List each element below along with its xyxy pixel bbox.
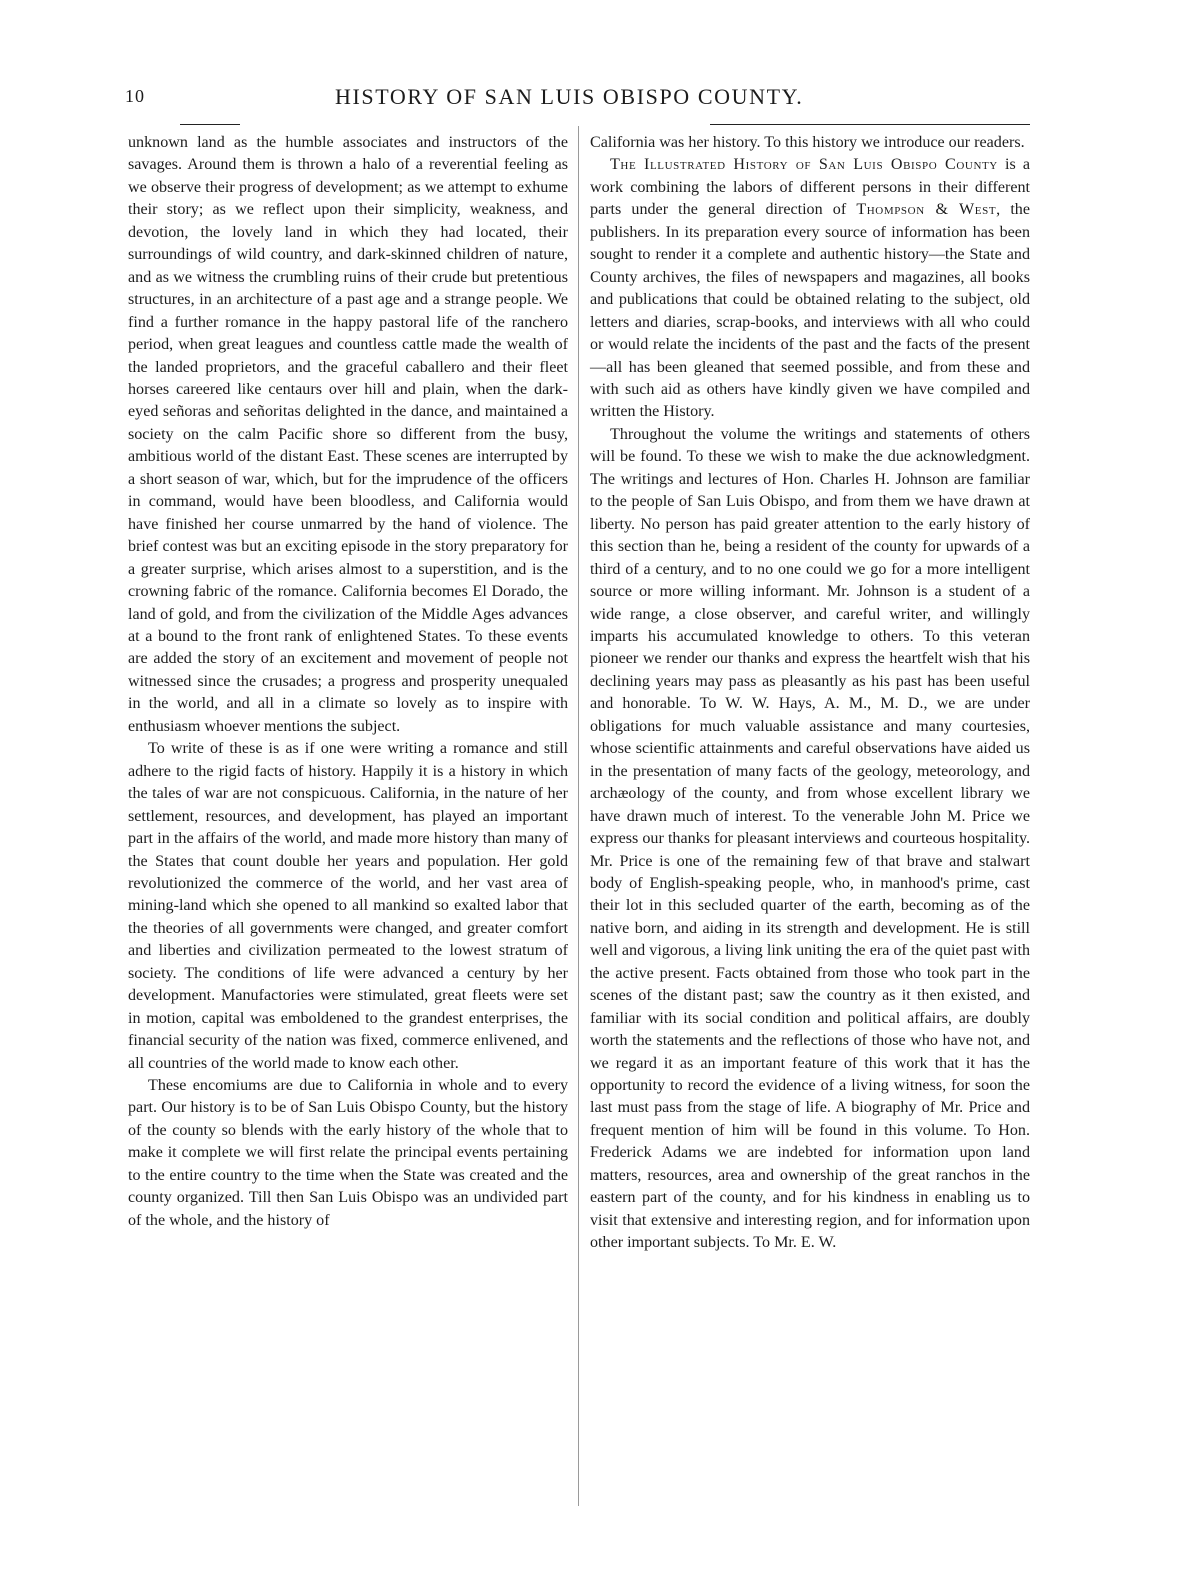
page-header: [0, 82, 1191, 112]
right-column: [590, 132, 1030, 1255]
column-divider: [578, 126, 579, 1506]
header-rule-left: [180, 124, 240, 125]
paragraph: unknown land as the humble associates and instructors of the savages. Around them is thrown a halo of a reverential feeling as we observe their progress of development; as we attempt to exhume their story; as we reflect upon their simplicity, weakness, and devotion, the lovely land in which they had located, their surroundings of wild country, and dark-skinned children of nature, and as we witness the crumbling ruins of their crude but pretentious structures, in an architecture of a past age and a strange people. We find a further romance in the happy pastoral life of the ranchero period, when great leagues and countless cattle made the wealth of the landed proprietors, and the graceful caballero and their fleet horses careered like centaurs over hill and plain, when the dark-eyed señoras and señoritas delighted in the dance, and maintained a society on the calm Pacific shore so different from the busy, ambitious world of the distant East. These scenes are interrupted by a short season of war, which, but for the imprudence of the officers in command, would have been bloodless, and California would have finished her course unmarred by the hand of violence. The brief contest was but an exciting episode in the story preparatory for a greater surprise, which arises almost to a superstition, and is the crowning fabric of the romance. California becomes El Dorado, the land of gold, and from the civilization of the Middle Ages advances at a bound to the front rank of enlightened States. To these events are added the story of an excitement and movement of people not witnessed since the crusades; a progress and prosperity unequaled in the world, and all in a climate so lovely as to inspire with enthusiasm whoever mentions the subject.: [128, 134, 568, 735]
paragraph: These encomiums are due to California in whole and to every part. Our history is to be of San Luis Obispo County, but the history of the county so blends with the early history of the whole that to make it complete we will first relate the principal events pertaining to the entire country to the time when the State was created and the county organized. Till then San Luis Obispo was an undivided part of the whole, and the history of: [128, 1077, 568, 1229]
publisher-name: Thompson & West: [856, 201, 997, 219]
page-number: 10: [125, 86, 145, 106]
running-title: HISTORY OF SAN LUIS OBISPO COUNTY.: [335, 84, 804, 109]
paragraph: California was her history. To this history we introduce our readers.: [590, 134, 1025, 151]
header-rule-right: [710, 124, 1030, 125]
left-column: [128, 132, 568, 1232]
book-title: The Illustrated History of San Luis Obispo County: [610, 156, 998, 174]
paragraph: To write of these is as if one were writing a romance and still adhere to the rigid facts of history. Happily it is a history in which the tales of war are not conspicuous. California, in the nature of her settlement, resources, and development, has played an important part in the affairs of the world, and made more history than many of the States that count double her years and population. Her gold revolutionized the commerce of the world, and her vast area of mining-land which she opened to all mankind so exalted labor that the theories of all governments were changed, and greater comfort and liberties and civilization permeated to the lowest stratum of society. The conditions of life were advanced a century by her development. Manufactories were stimulated, great fleets were set in motion, capital was emboldened to the grandest enterprises, the financial security of the nation was fixed, commerce enlivened, and all countries of the world made to know each other.: [128, 740, 568, 1072]
paragraph-text: is a work combining the labors of different persons in their different parts under the general direction of: [590, 156, 1030, 219]
paragraph-text: , the publishers. In its preparation every source of information has been sought to render it a complete and authentic history—the State and County archives, the files of newspapers and magazines, all books and publications that could be obtained relating to the subject, old letters and diaries, scrap-books, and interviews with all who could or would relate the incidents of the past and the facts of the present—all has been gleaned that seemed possible, and from these and with such aid as others have kindly given we have compiled and written the History.: [590, 201, 1030, 421]
paragraph: Throughout the volume the writings and statements of others will be found. To these we wish to make the due acknowledgment. The writings and lectures of Hon. Charles H. Johnson are familiar to the people of San Luis Obispo, and from them we have drawn at liberty. No person has paid greater attention to the early history of this section than he, being a resident of the county for upwards of a third of a century, and to no one could we go for a more intelligent source or more willing informant. Mr. Johnson is a student of a wide range, a close observer, and careful writer, and willingly imparts his accumulated knowledge to others. To this veteran pioneer we render our thanks and express the heartfelt wish that his declining years may pass as pleasantly as his past has been useful and honorable. To W. W. Hays, A. M., M. D., we are under obligations for much valuable assistance and many courtesies, whose scientific attainments and careful observations have aided us in the presentation of many facts of the geology, meteorology, and archæology of the county, and from whose excellent library we have drawn much of interest. To the venerable John M. Price we express our thanks for pleasant interviews and courteous hospitality. Mr. Price is one of the remaining few of that brave and stalwart body of English-speaking people, who, in manhood's prime, cast their lot in this secluded quarter of the earth, becoming as of the native born, and aiding in its strength and development. He is still well and vigorous, a living link uniting the era of the quiet past with the active present. Facts obtained from those who took part in the scenes of the distant past; saw the country as it then existed, and familiar with its social condition and political affairs, are doubly worth the statements and the reflections of those who have not, and we regard it as an important feature of this work that it has the opportunity to record the evidence of a living witness, for soon the last must pass from the stage of life. A biography of Mr. Price and frequent mention of him will be found in this volume. To Hon. Frederick Adams we are indebted for information upon land matters, resources, area and ownership of the great ranchos in the eastern part of the county, and for his kindness in enabling us to visit that extensive and interesting region, and for information upon other important subjects. To Mr. E. W.: [590, 425, 1030, 1252]
paragraph-introduction: [590, 154, 1030, 423]
